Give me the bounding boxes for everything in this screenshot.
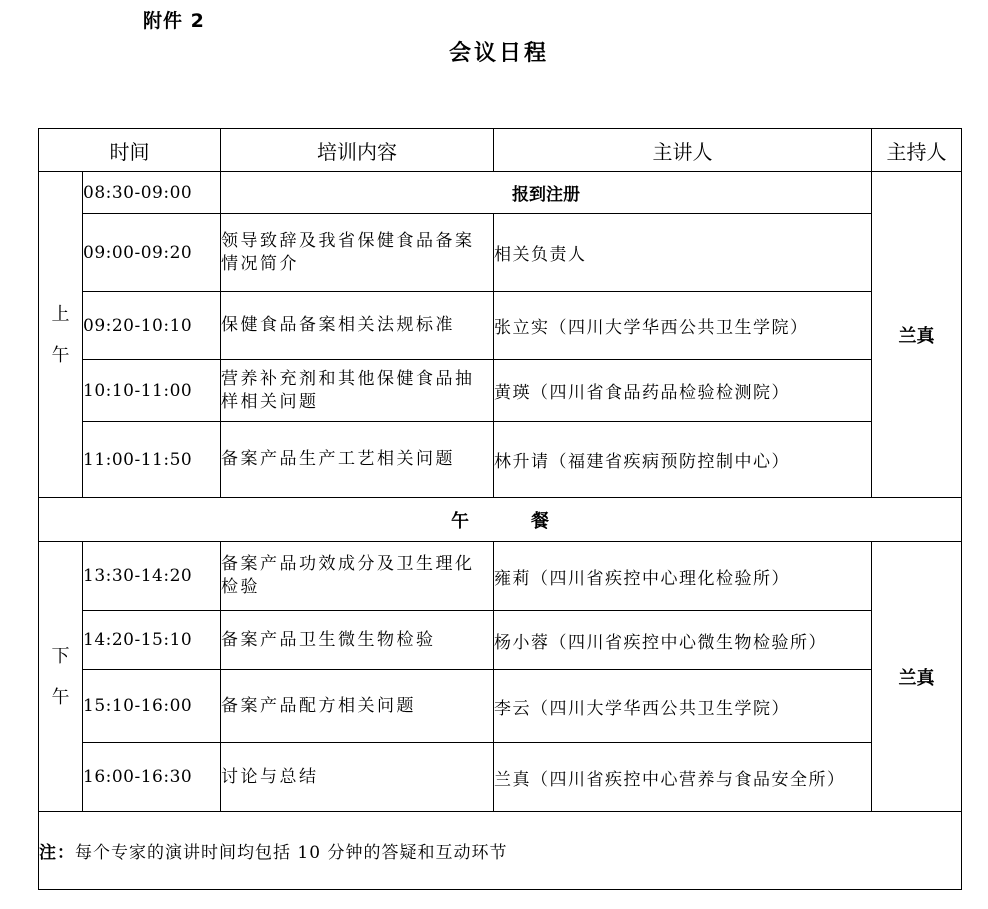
lunch-char-1: 午 bbox=[451, 510, 469, 532]
row-speaker: 杨小蓉（四川省疾控中心微生物检验所） bbox=[494, 611, 872, 670]
table-row bbox=[39, 172, 962, 214]
lunch-label bbox=[39, 498, 962, 542]
row-content: 营养补充剂和其他保健食品抽样相关问题 bbox=[221, 360, 494, 422]
note-cell bbox=[39, 812, 962, 890]
table-row bbox=[39, 611, 962, 670]
morning-host: 兰真 bbox=[872, 172, 962, 498]
afternoon-label-char-1: 下 bbox=[51, 645, 70, 667]
row-content: 领导致辞及我省保健食品备案情况简介 bbox=[221, 214, 494, 292]
morning-session-label bbox=[39, 172, 83, 498]
table-row bbox=[39, 422, 962, 498]
note-label: 注： bbox=[39, 843, 75, 863]
row-speaker: 雍莉（四川省疾控中心理化检验所） bbox=[494, 542, 872, 611]
table-row bbox=[39, 542, 962, 611]
row-speaker: 相关负责人 bbox=[494, 214, 872, 292]
row-time: 13:30-14:20 bbox=[83, 542, 221, 611]
row-speaker: 黄瑛（四川省食品药品检验检测院） bbox=[494, 360, 872, 422]
afternoon-label-char-2: 午 bbox=[51, 686, 70, 708]
table-row bbox=[39, 214, 962, 292]
schedule-table bbox=[38, 128, 962, 890]
row-content: 保健食品备案相关法规标准 bbox=[221, 292, 494, 360]
morning-label-char-2: 午 bbox=[51, 344, 70, 366]
row-time: 10:10-11:00 bbox=[83, 360, 221, 422]
row-content: 备案产品配方相关问题 bbox=[221, 670, 494, 743]
row-speaker: 兰真（四川省疾控中心营养与食品安全所） bbox=[494, 743, 872, 812]
header-row bbox=[39, 129, 962, 172]
row-speaker: 李云（四川大学华西公共卫生学院） bbox=[494, 670, 872, 743]
row-speaker: 张立实（四川大学华西公共卫生学院） bbox=[494, 292, 872, 360]
row-time: 09:20-10:10 bbox=[83, 292, 221, 360]
row-content: 备案产品卫生微生物检验 bbox=[221, 611, 494, 670]
header-host: 主持人 bbox=[872, 129, 962, 172]
header-time: 时间 bbox=[39, 129, 221, 172]
attachment-label: 附件 2 bbox=[143, 10, 205, 32]
afternoon-host: 兰真 bbox=[872, 542, 962, 812]
table-row bbox=[39, 670, 962, 743]
note-row bbox=[39, 812, 962, 890]
registration-time: 08:30-09:00 bbox=[83, 172, 221, 214]
table-row bbox=[39, 360, 962, 422]
row-time: 15:10-16:00 bbox=[83, 670, 221, 743]
row-speaker: 林升请（福建省疾病预防控制中心） bbox=[494, 422, 872, 498]
table-row bbox=[39, 292, 962, 360]
morning-label-char-1: 上 bbox=[51, 303, 70, 325]
row-content: 讨论与总结 bbox=[221, 743, 494, 812]
header-speaker: 主讲人 bbox=[494, 129, 872, 172]
row-time: 16:00-16:30 bbox=[83, 743, 221, 812]
lunch-char-2: 餐 bbox=[531, 510, 549, 532]
lunch-row bbox=[39, 498, 962, 542]
row-time: 14:20-15:10 bbox=[83, 611, 221, 670]
row-content: 备案产品功效成分及卫生理化检验 bbox=[221, 542, 494, 611]
table-row bbox=[39, 743, 962, 812]
row-content: 备案产品生产工艺相关问题 bbox=[221, 422, 494, 498]
afternoon-session-label bbox=[39, 542, 83, 812]
header-content: 培训内容 bbox=[221, 129, 494, 172]
registration-label: 报到注册 bbox=[221, 172, 872, 214]
note-text: 每个专家的演讲时间均包括 10 分钟的答疑和互动环节 bbox=[75, 843, 508, 863]
row-time: 11:00-11:50 bbox=[83, 422, 221, 498]
page-title: 会议日程 bbox=[448, 41, 549, 66]
row-time: 09:00-09:20 bbox=[83, 214, 221, 292]
